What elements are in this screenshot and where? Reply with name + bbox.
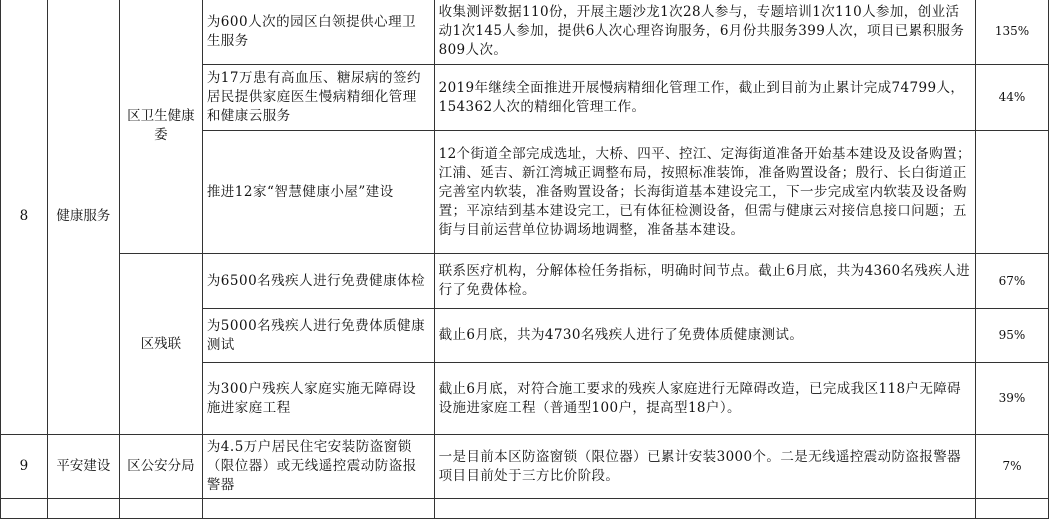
progress-cell: 截止6月底，共为4730名残疾人进行了免费体质健康测试。 <box>434 309 975 363</box>
progress-cell: 一是目前本区防盗窗锁（限位器）已累计安装3000个。二是无线遥控震动防盗报警器项目目前处于三方比价阶段。 <box>434 435 975 499</box>
category-cell: 平安建设 <box>47 435 119 499</box>
percent-cell: 7% <box>976 435 1049 499</box>
table-row <box>1 499 1049 519</box>
table-row <box>1 0 1049 65</box>
progress-cell: 2019年继续全面推进开展慢病精细化管理工作，截止到目前为止累计完成74799人，154362人次的精细化管理工作。 <box>434 65 975 131</box>
task-cell: 推进12家“智慧健康小屋”建设 <box>202 131 434 254</box>
percent-cell: 44% <box>976 65 1049 131</box>
progress-cell: 联系医疗机构，分解体检任务指标，明确时间节点。截止6月底，共为4360名残疾人进行了免费体检。 <box>434 254 975 309</box>
task-cell: 为600人次的园区白领提供心理卫生服务 <box>202 0 434 65</box>
row-number: 8 <box>1 0 48 435</box>
percent-cell <box>976 131 1049 254</box>
department-cell: 区公安分局 <box>119 435 202 499</box>
task-cell: 为17万患有高血压、糖尿病的签约居民提供家庭医生慢病精细化管理和健康云服务 <box>202 65 434 131</box>
department-cell: 区残联 <box>119 254 202 435</box>
department-cell: 区卫生健康委 <box>119 0 202 254</box>
percent-cell: 135% <box>976 0 1049 65</box>
task-cell: 为300户残疾人家庭实施无障碍设施进家庭工程 <box>202 363 434 435</box>
percent-cell: 67% <box>976 254 1049 309</box>
percent-cell: 95% <box>976 309 1049 363</box>
category-cell: 健康服务 <box>47 0 119 435</box>
progress-cell: 收集测评数据110份，开展主题沙龙1次28人参与，专题培训1次110人参加，创业活动1次145人参加，提供6人次心理咨询服务，6月份共服务399人次，项目已累积服务809人次。 <box>434 0 975 65</box>
progress-cell: 截止6月底，对符合施工要求的残疾人家庭进行无障碍改造，已完成我区118户无障碍设施进家庭工程（普通型100户，提高型18户）。 <box>434 363 975 435</box>
task-cell: 为4.5万户居民住宅安装防盗窗锁（限位器）或无线遥控震动防盗报警器 <box>202 435 434 499</box>
progress-cell: 12个街道全部完成选址，大桥、四平、控江、定海街道准备开始基本建设及设备购置；江浦、延吉、新江湾城正调整布局，按照标准装饰，准备购置设备；殷行、长白街道正完善室内软装，准备购置设备；长海街道基本建设完工，下一步完成室内软装及设备购置；平凉结到基本建设完工，已有体征检测设备，但需与健康云对接信息接口问题；五街与目前运营单位协调场地调整，准备基本建设。 <box>434 131 975 254</box>
task-cell: 为6500名残疾人进行免费健康体检 <box>202 254 434 309</box>
table-row <box>1 435 1049 499</box>
percent-cell: 39% <box>976 363 1049 435</box>
table-row <box>1 254 1049 309</box>
task-cell: 为5000名残疾人进行免费体质健康测试 <box>202 309 434 363</box>
row-number: 9 <box>1 435 48 499</box>
